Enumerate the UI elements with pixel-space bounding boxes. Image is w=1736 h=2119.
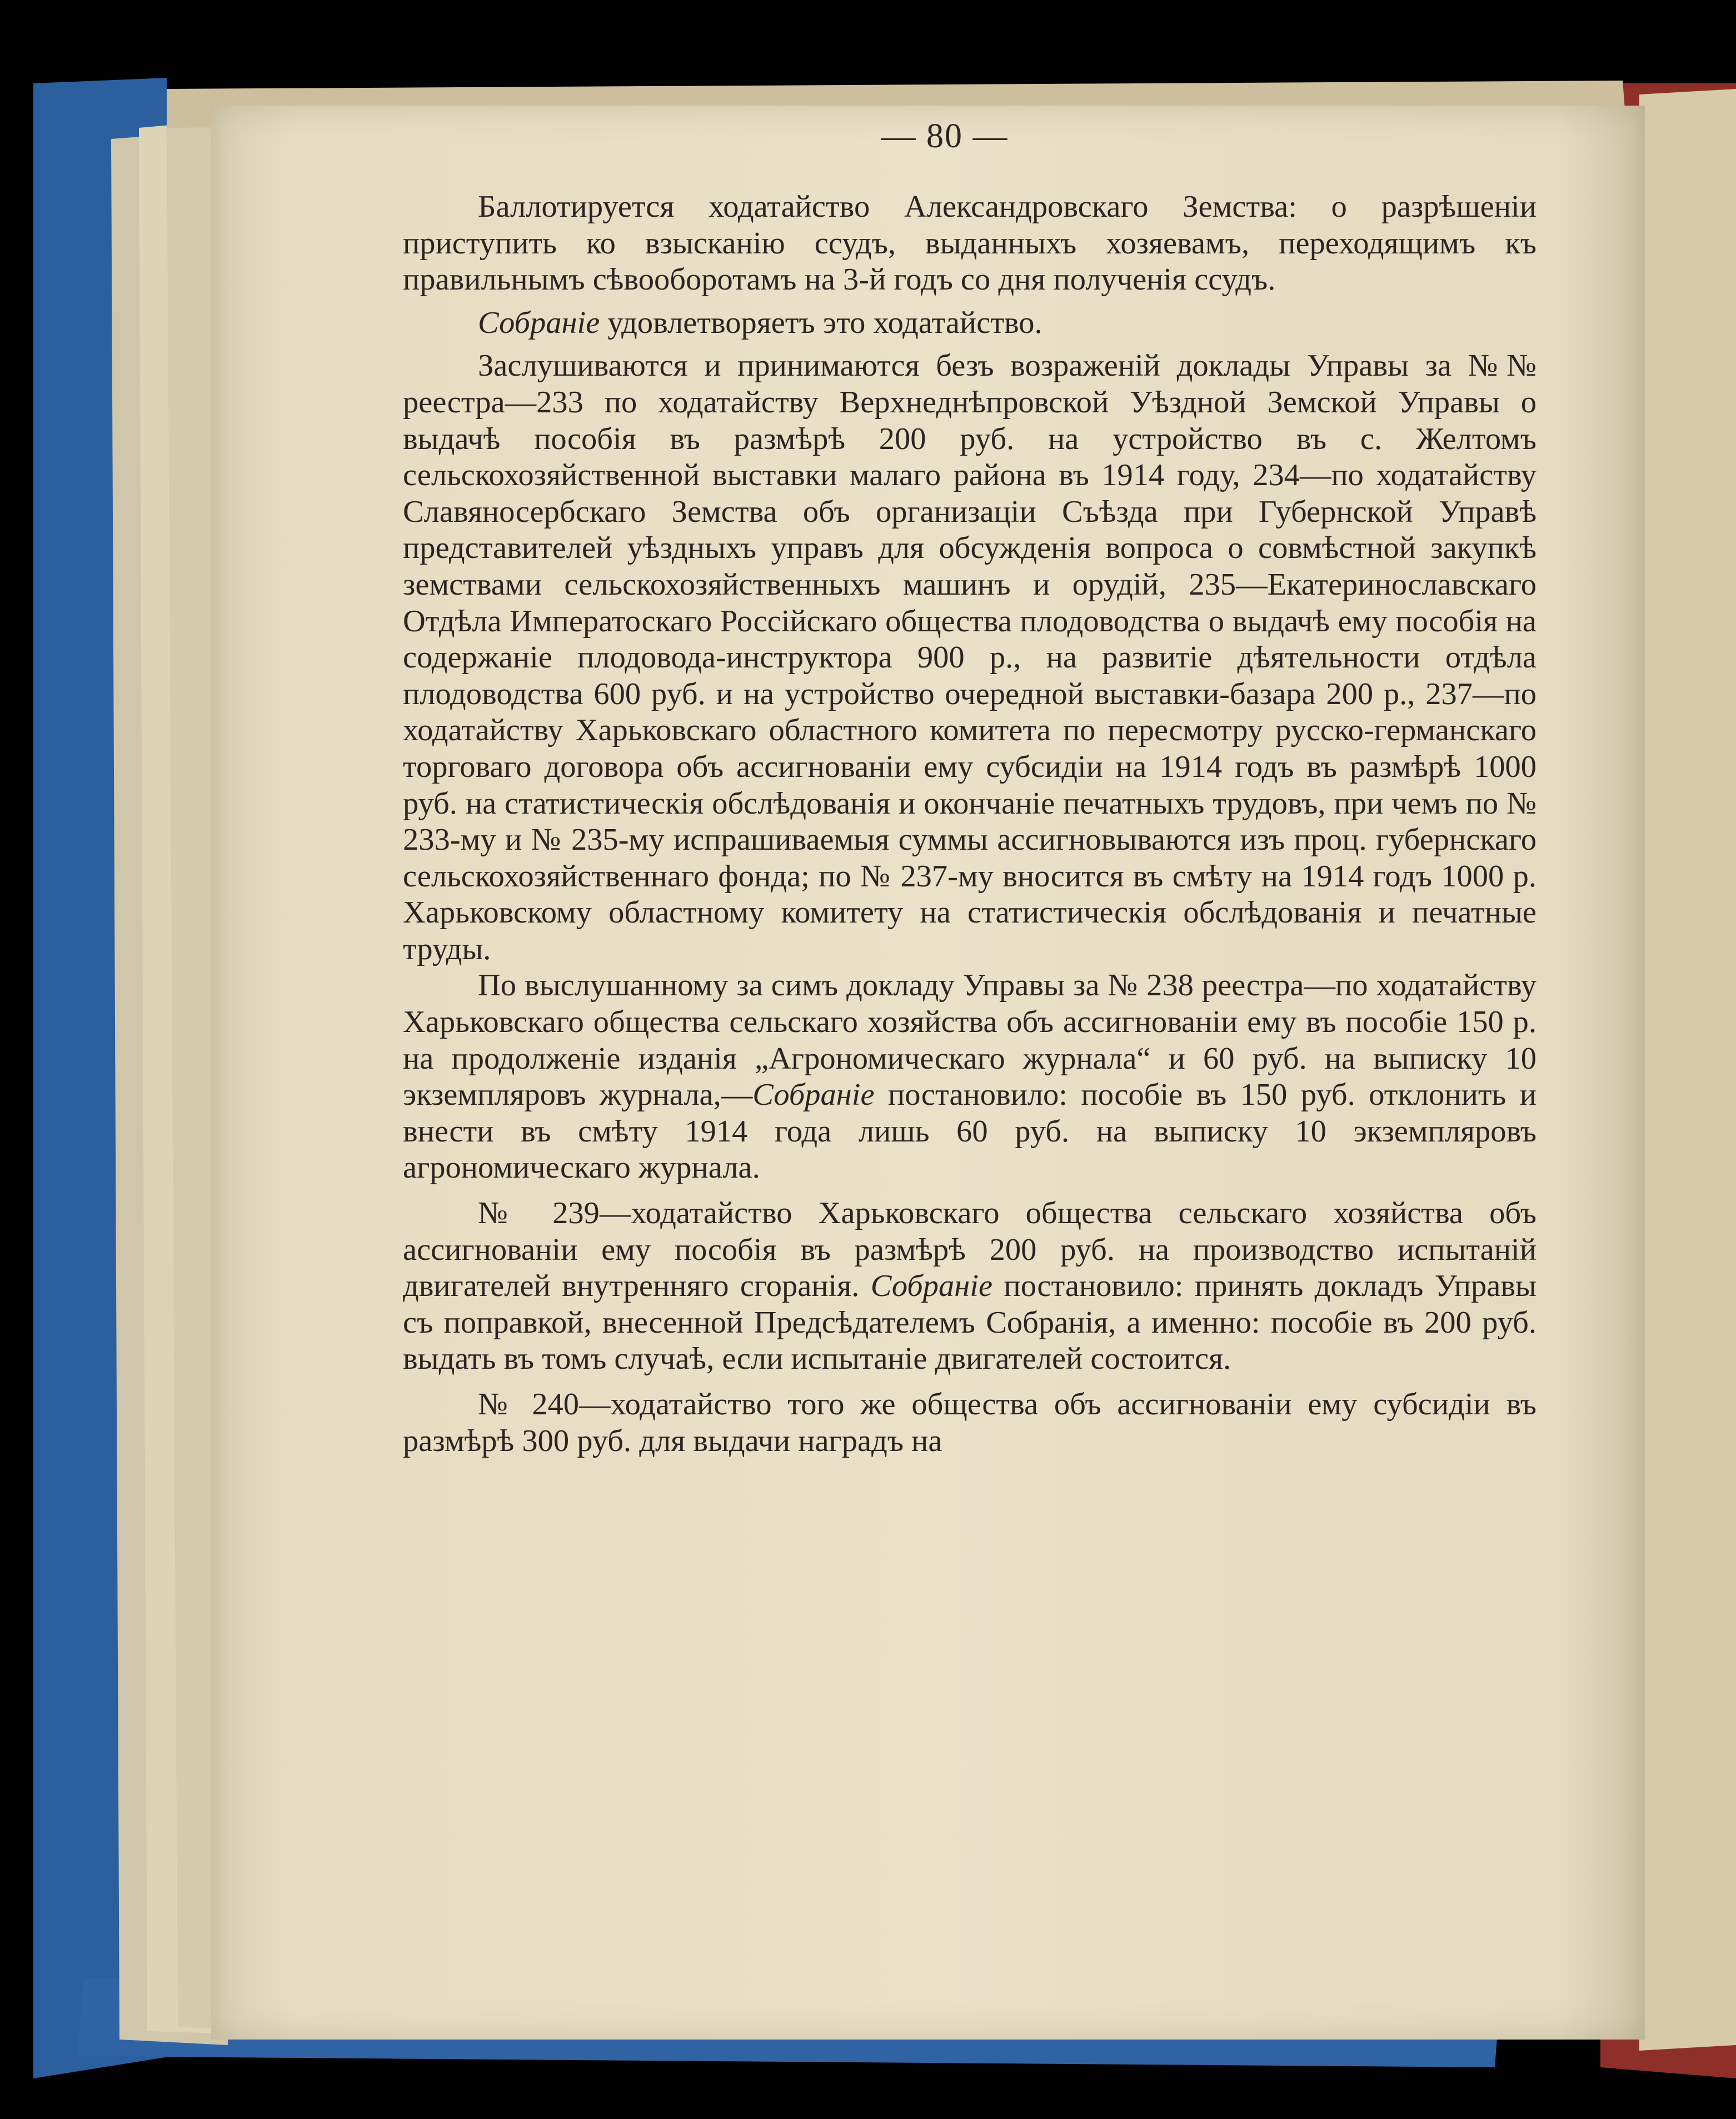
- paragraph: [403, 968, 1537, 1186]
- text-run: удовлетворяетъ это ходатайство.: [600, 305, 1042, 340]
- italic-term: Собраніе: [870, 1269, 993, 1304]
- italic-term: Собраніе: [752, 1078, 875, 1113]
- text-run: Баллотируется ходатайство Александровскаго Земства: о разрѣшеніи приступить ко взысканію ссудъ, выданныхъ хозяевамъ, переходящимъ къ правильнымъ сѣвооборотамъ на 3-й годъ со дня полученія ссудъ.: [403, 190, 1537, 297]
- text-run: По выслушанному за симъ докладу Управы за № 238 реестра—по ходатайству Харьковскаго общества сельскаго хозяйства объ ассигнованіи ему въ пособіе 150 р. на продолженіе изданія „Агрономическаго журнала“ и 60 руб. на выписку 10 экземпляровъ журнала,—: [403, 968, 1537, 1113]
- italic-term: Собраніе: [478, 305, 600, 340]
- page-number: — 80 —: [881, 117, 1009, 155]
- text-run: Заслушиваются и принимаются безъ возраженій доклады Управы за №№ реестра—233 по ходатайству Верхнеднѣпровской Уѣздной Земской Управы о выдачѣ пособія въ размѣрѣ 200 руб. на устройство въ с. Желтомъ сельскохозяйственной выставки малаго района въ 1914 году, 234—по ходатайству Славяносербскаго Земства объ организаціи Съѣзда при Губернской Управѣ представителей уѣздныхъ управъ для обсужденія вопроса о совмѣстной закупкѣ земствами сельскохозяйственныхъ машинъ и орудій, 235—Екатеринославскаго Отдѣла Императоскаго Россійскаго общества плодоводства о выдачѣ ему пособія на содержаніе плодовода-инструктора 900 р., на развитіе дѣятельности отдѣла плодоводства 600 руб. и на устройство очередной выставки-базара 200 р., 237—по ходатайству Харьковскаго областного комитета по пересмотру русско-германскаго торговаго договора объ ассигнованіи ему субсидіи на 1914 годъ въ размѣрѣ 1000 руб. на статистическія обслѣдованія и окончаніе печатныхъ трудовъ, при чемъ по № 233-му и № 235-му испрашиваемыя суммы ассигновываются изъ проц. губернскаго сельскохозяйственнаго фонда; по № 237-му вносится въ смѣту на 1914 годъ 1000 р. Харьковскому областному комитету на статистическія обслѣдованія и печатные труды.: [403, 348, 1537, 966]
- paragraph: [403, 189, 1537, 298]
- text-run: постановило: пособіе въ 150 руб. отклонить и внести въ смѣту 1914 года лишь 60 руб. на выписку 10 экземпляровъ агрономическаго журнала.: [403, 1078, 1537, 1185]
- paragraph: [403, 305, 1537, 342]
- page-body-text: [403, 189, 1537, 1459]
- paragraph: [403, 1387, 1537, 1459]
- paragraph: [403, 348, 1537, 968]
- paragraph: [403, 1195, 1537, 1378]
- text-run: постановило: принять докладъ Управы съ поправкой, внесенной Предсѣдателемъ Собранія, а именно: пособіе въ 200 руб. выдать въ томъ случаѣ, если испытаніе двигателей состоится.: [403, 1269, 1537, 1377]
- text-run: № 240—ходатайство того же общества объ ассигнованіи ему субсидіи въ размѣрѣ 300 руб. для выдачи наградъ на: [403, 1387, 1537, 1458]
- adjacent-page: [1639, 89, 1736, 2051]
- text-run: № 239—ходатайство Харьковскаго общества сельскаго хозяйства объ ассигнованіи ему пособія въ размѣрѣ 200 руб. на производство испытаній двигателей внутренняго сгоранія.: [403, 1196, 1537, 1304]
